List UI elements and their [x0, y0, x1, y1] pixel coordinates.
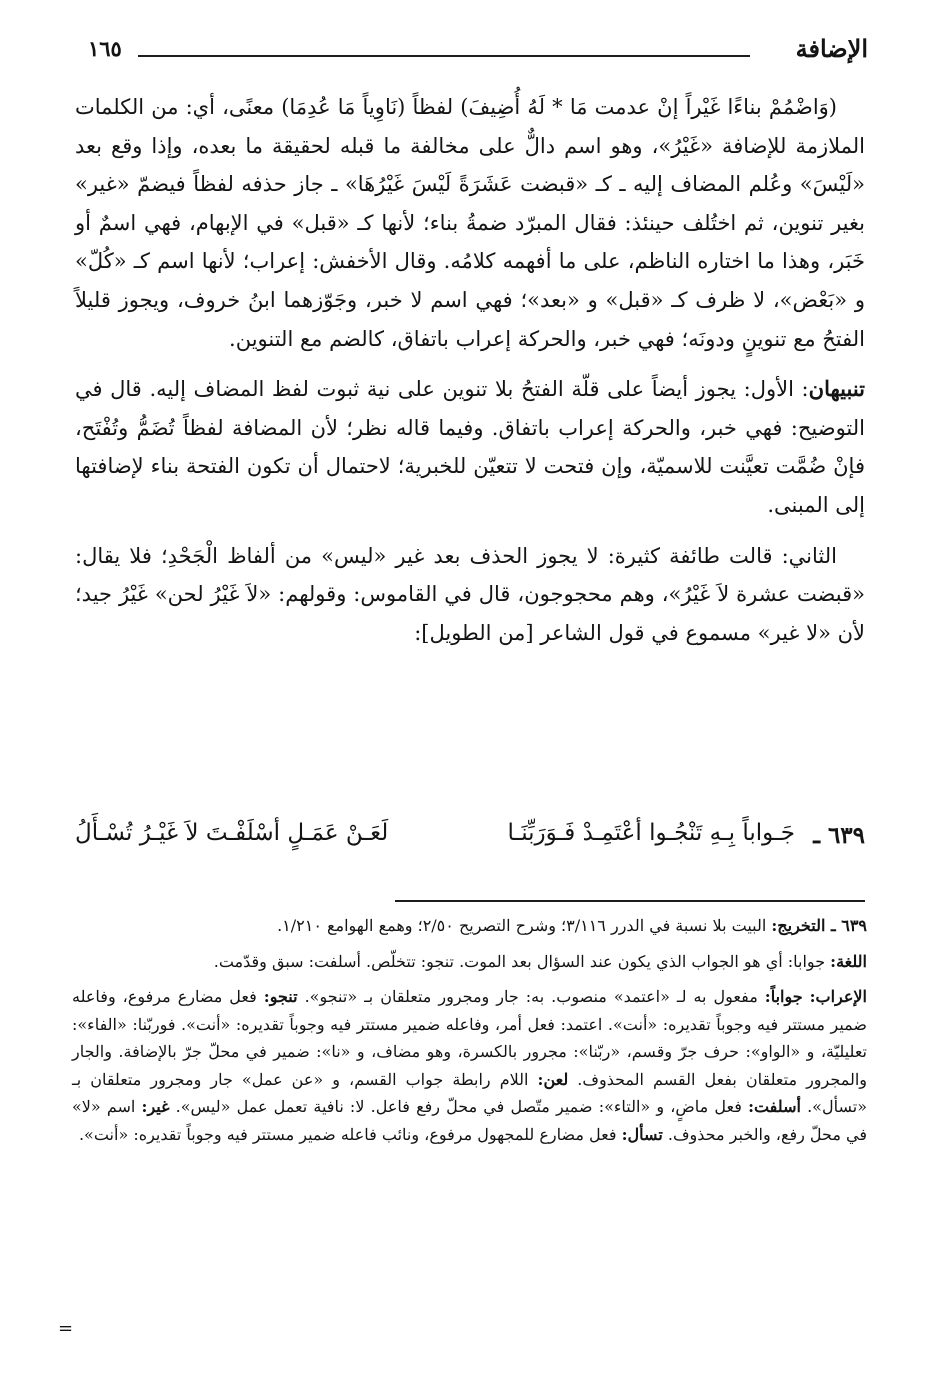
irab-text-1: مفعول به لـ «اعتمد» منصوب. به: جار ومجرور متعلقان بـ «تنجو».	[304, 987, 758, 1006]
irab-term-5: غير:	[141, 1097, 170, 1116]
irab-text-6: فعل مضارع للمجهول مرفوع، ونائب فاعله ضمير مستتر فيه وجوباً تقديره: «أنت».	[78, 1124, 617, 1144]
verse-first-hemistich: جَـواباً بِـهِ تَنْجُـوا أعْتَمِـدْ فَـوَرَبِّنَـا	[507, 820, 795, 846]
irab-label: الإعراب:	[809, 987, 867, 1006]
footnote-takhrij	[72, 912, 867, 940]
irab-text-3: اللام رابطة جواب القسم، و «عن عمل» جار ومجرور متعلقان بـ «تسأل».	[72, 1069, 867, 1116]
irab-term-2: تنجو:	[263, 987, 298, 1006]
poetry-verse	[75, 808, 865, 868]
main-text	[75, 88, 865, 652]
lugha-label: اللغة:	[830, 951, 867, 971]
footnotes	[72, 912, 867, 1148]
footnote-irab	[72, 983, 867, 1148]
continuation-mark: =	[58, 1318, 74, 1339]
irab-term-4: أسلفت:	[748, 1097, 801, 1116]
footnote-separator	[395, 900, 865, 902]
notices-text: : الأول: يجوز أيضاً على قلّة الفتحُ بلا تنوين على نية ثبوت لفظ المضاف إليه. قال في التوضيح: فهي خبر، والحركة إعراب باتفاق. وفيما قاله نظر؛ لأن المضافة لفظاً تُضَمُّ وتُفْتَح، فإنْ ضُمَّت تعيَّنت للاسميّة، وإن فتحت لا تتعيّن للخبرية؛ لاحتمال أن تكون الفتحة بناء لإضافتها إلى المبنى.	[75, 377, 865, 517]
header-rule	[138, 55, 750, 57]
page-header	[78, 30, 868, 70]
page-number: ١٦٥	[88, 36, 122, 61]
paragraph-second-notice: الثاني: قالت طائفة كثيرة: لا يجوز الحذف بعد غير «ليس» من ألفاظ الْجَحْدِ؛ فلا يقال: «قبضت عشرة لاَ غَيْرُ»، وهم محجوجون، قال في القاموس: وقولهم: «لاَ غَيْرُ لحن» غَيْرُ جيد؛ لأن «لا غير» مسموع في قول الشاعر [من الطويل]:	[75, 543, 865, 645]
chapter-title: الإضافة	[795, 34, 868, 63]
verse-number: ٦٣٩ ـ	[813, 822, 865, 849]
takhrij-label: ٦٣٩ ـ التخريج:	[771, 916, 867, 935]
irab-term-3: لعن:	[537, 1069, 569, 1089]
footnote-lugha	[72, 948, 867, 976]
paragraph-verse-commentary: (وَاضْمُمْ بناءًا غَيْراً إنْ عدمت مَا * لَهُ أُضِيفَ) لفظاً (نَاوِياً مَا عُدِمَا) معنًى، أي: من الكلمات الملازمة للإضافة «غَيْرُ»، وهو اسم دالٌّ على مخالفة ما قبله لحقيقة ما بعده، وإذا وقع بعد «لَيْسَ» وعُلم المضاف إليه ـ كـ «قبضت عَشَرَةً لَيْسَ غَيْرُهَا» ـ جاز حذفه لفظاً فيضمّ «غير» بغير تنوين، ثم اختُلف حينئذ: فقال المبرّد ضمةُ بناء؛ لأنها كـ «قبل» في الإبهام، فهي اسمٌ أو خَبَر، وهذا ما اختاره الناظم، على ما أفهمه كلامُه. وقال الأخفش: إعراب؛ لأنها اسم كـ «كُلّ» و «بَعْض»، لا ظرف كـ «قبل» و «بعد»؛ فهي اسم لا خبر، وجَوّزهما ابنُ خروف، ويجوز قليلاً الفتحُ مع تنوينٍ ودونَه؛ فهي خبر، والحركة إعراب باتفاق، كالضم مع التنوين.	[75, 95, 865, 351]
irab-term-6: تسأل:	[621, 1124, 663, 1144]
irab-text-5: اسم «لا» في محلّ رفع، والخبر محذوف.	[72, 1097, 867, 1144]
lugha-text: جوابا: أي هو الجواب الذي يكون عند السؤال بعد الموت. تنجو: تتخلّص. أسلفت: سبق وقدّمت.	[213, 951, 826, 971]
takhrij-text: البيت بلا نسبة في الدرر ٣/١١٦؛ وشرح التصريح ٢/٥٠؛ وهمع الهوامع ١/٢١٠.	[277, 916, 767, 935]
irab-text-2: فعل مضارع مرفوع، وفاعله ضمير مستتر فيه وجوباً تقديره: «أنت». اعتمد: فعل أمر، وفاعله ضمير مستتر فيه وجوباً تقديره: «أنت». فوربّنا: «الفاء»: تعليليّة، و «الواو»: حرف جرّ وقسم، «ربّنا»: مجرور بالكسرة، وهو مضاف، و «نا»: ضمير في محلّ جرّ بالإضافة. والجار والمجرور متعلقان بفعل القسم المحذوف.	[72, 987, 867, 1089]
irab-term-1: جواباً:	[764, 987, 803, 1006]
paragraph-notices	[75, 370, 865, 524]
irab-text-4: فعل ماضٍ، و «التاء»: ضمير متّصل في محلّ رفع فاعل. لا: نافية تعمل عمل «ليس».	[175, 1097, 742, 1116]
verse-second-hemistich: لَعَـنْ عَمَـلٍ أسْلَفْـتَ لاَ غَيْـرُ تُسْـأَلُ	[75, 820, 389, 846]
notices-label: تنبيهان	[808, 376, 865, 402]
